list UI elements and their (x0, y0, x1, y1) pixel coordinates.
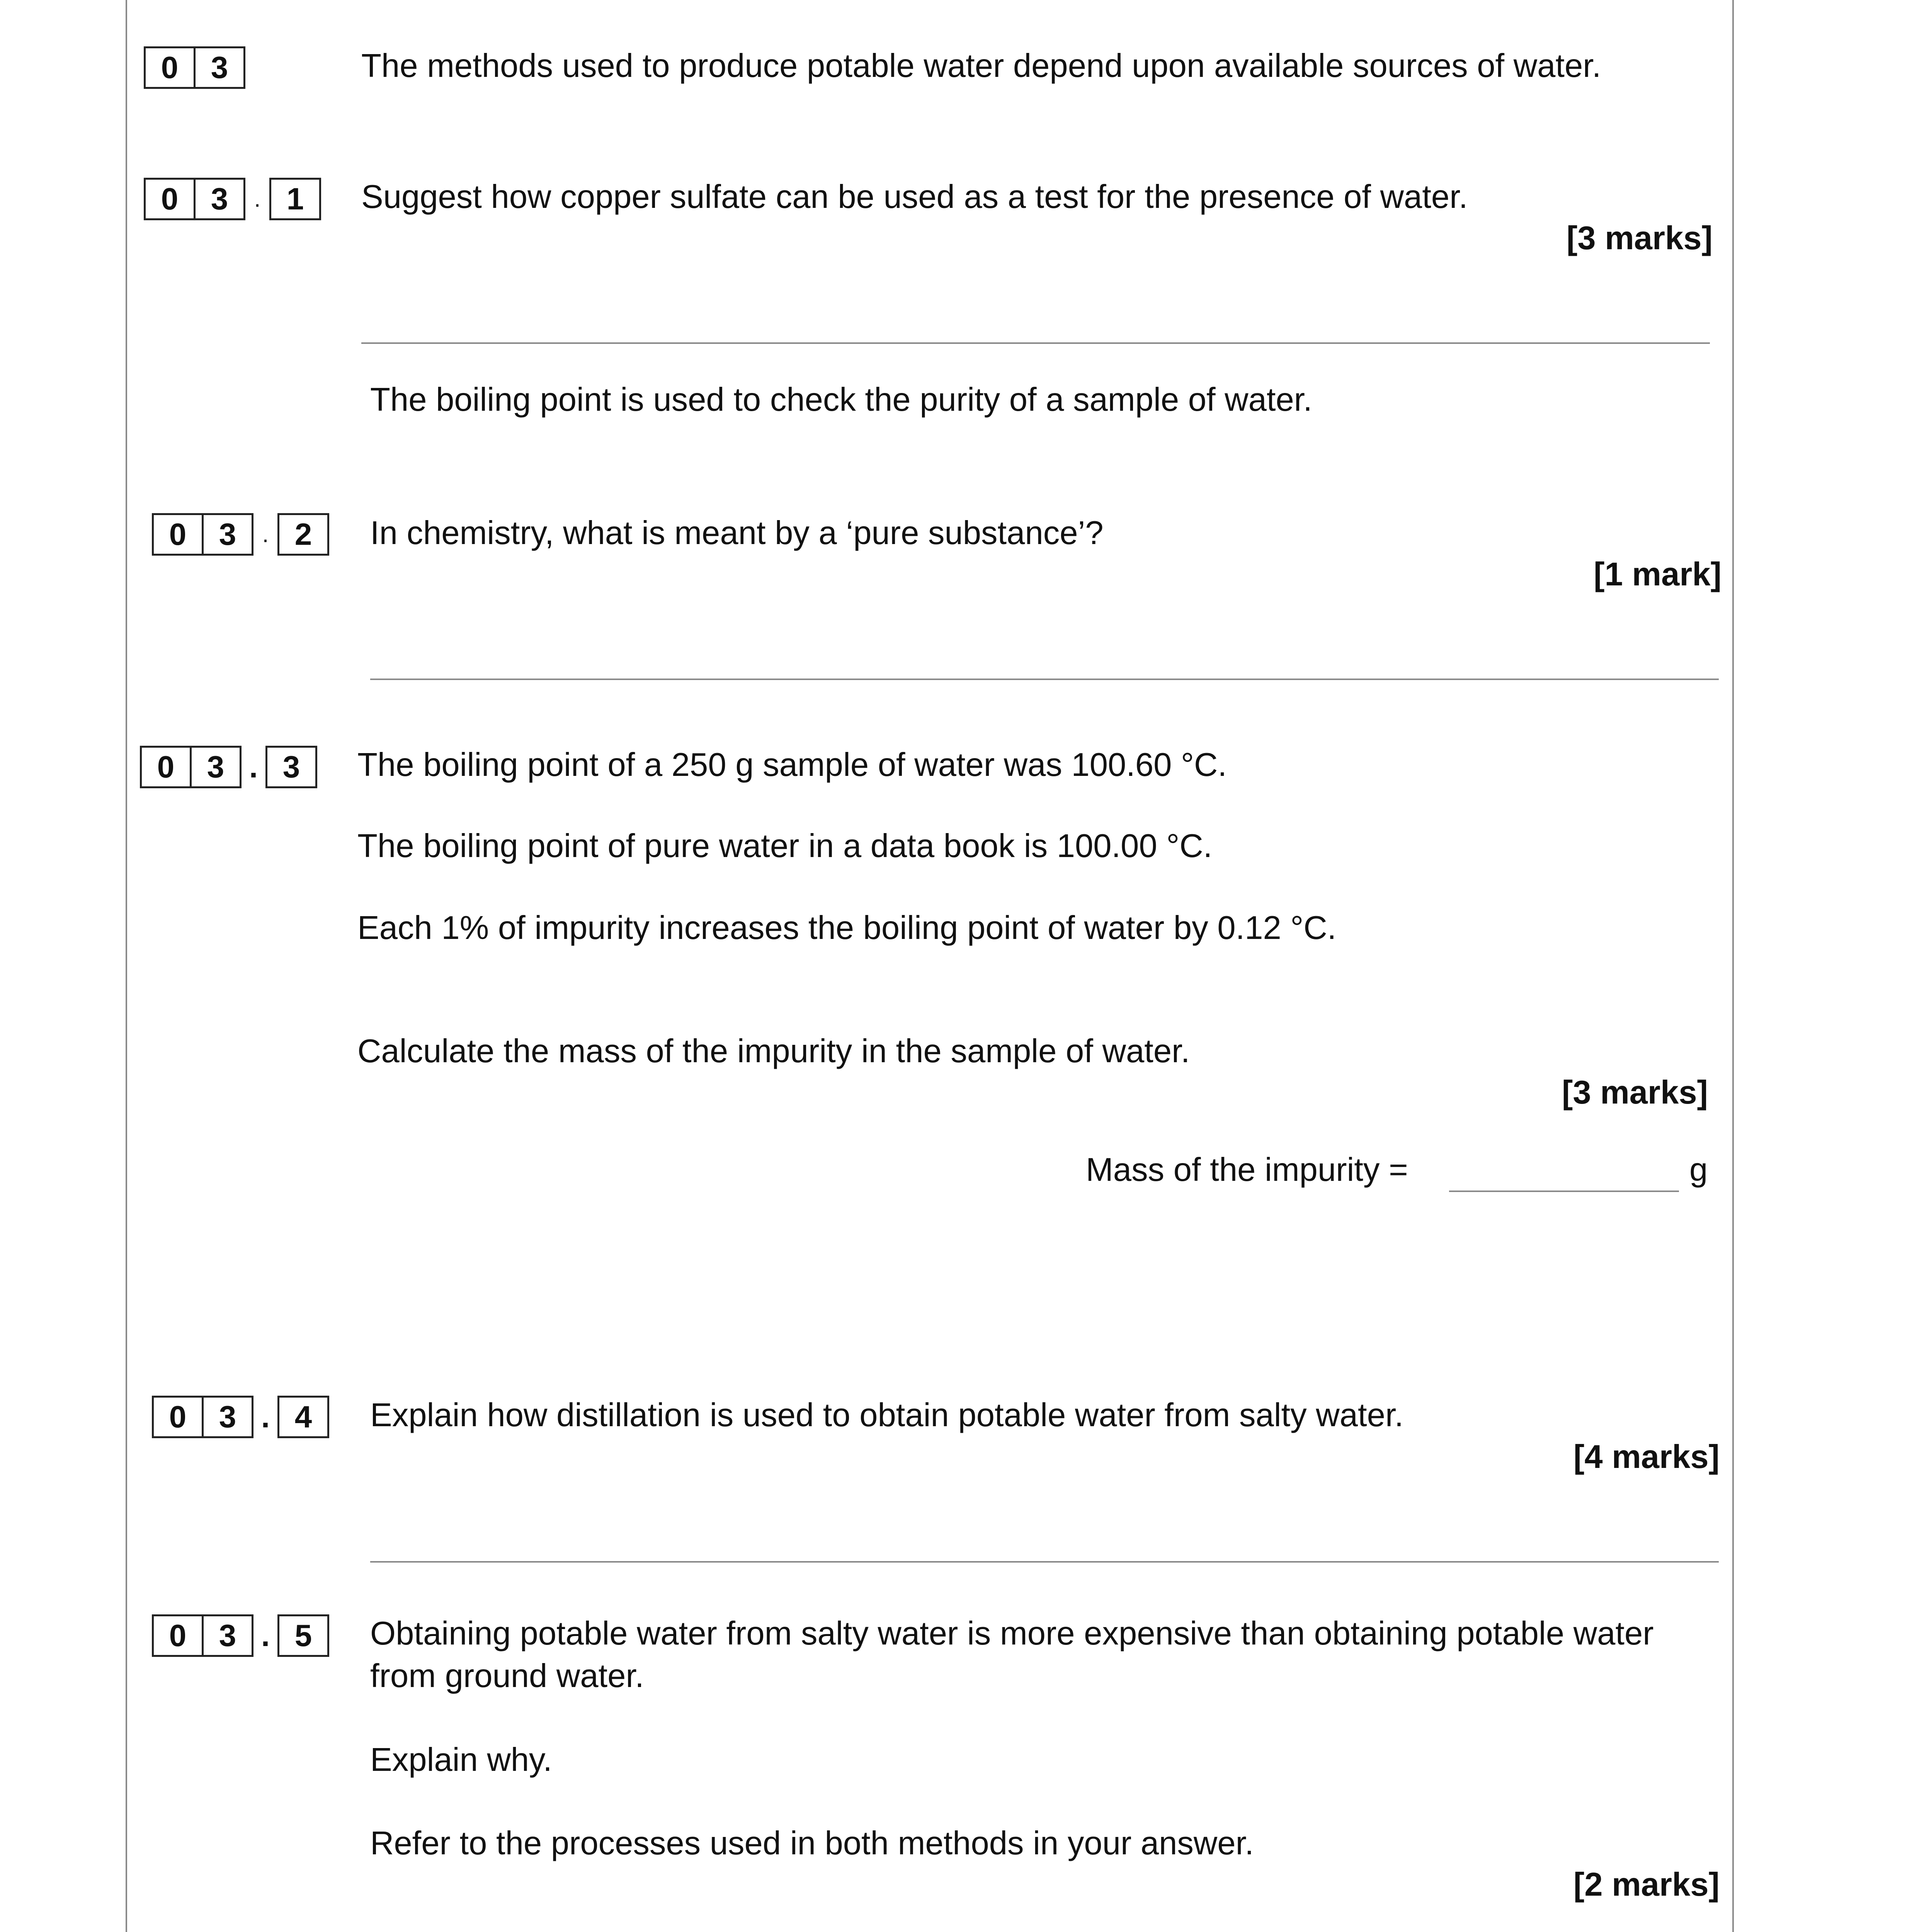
question-03-stem: The methods used to produce potable water depend upon available sources of water. (361, 48, 1601, 84)
qnum-digit: 0 (140, 746, 192, 788)
qnum-part: 4 (277, 1396, 329, 1438)
question-number-03-4 (152, 1396, 329, 1438)
qnum-digit: 3 (190, 746, 242, 788)
answer-line[interactable] (361, 342, 1710, 344)
question-number-03-5 (152, 1614, 329, 1657)
qnum-separator: . (261, 1618, 270, 1653)
question-03-1-text: Suggest how copper sulfate can be used as a test for the presence of water. (361, 179, 1468, 215)
qnum-digit: 3 (202, 1614, 253, 1657)
right-margin-line (1732, 0, 1734, 1932)
question-number-03-3 (140, 746, 317, 788)
impurity-answer-line[interactable] (1449, 1190, 1679, 1192)
qnum-digit: 0 (152, 1614, 204, 1657)
qnum-part: 5 (277, 1614, 329, 1657)
question-number-03-1 (144, 178, 321, 220)
question-03-5-text-1: Obtaining potable water from salty water is more expensive than obtaining potable water from ground water. (370, 1615, 1654, 1694)
qnum-digit: 0 (152, 513, 204, 556)
qnum-part: 3 (265, 746, 317, 788)
question-03-4-marks: [4 marks] (1573, 1439, 1720, 1475)
answer-line[interactable] (370, 1561, 1719, 1563)
question-03-1-marks: [3 marks] (1567, 220, 1713, 257)
answer-line[interactable] (370, 679, 1719, 680)
question-03-4-text: Explain how distillation is used to obtain potable water from salty water. (370, 1397, 1404, 1434)
qnum-digit: 3 (202, 513, 253, 556)
question-03-3-marks: [3 marks] (1562, 1074, 1708, 1111)
qnum-part: 2 (277, 513, 329, 556)
impurity-answer-label: Mass of the impurity = (1086, 1151, 1408, 1188)
qnum-separator: . (254, 186, 261, 212)
question-03-5-text-2: Explain why. (370, 1742, 552, 1778)
qnum-digit: 3 (194, 178, 245, 220)
question-03-3-line-4: Calculate the mass of the impurity in the sample of water. (357, 1033, 1190, 1070)
question-number-03 (144, 46, 245, 89)
question-03-2-marks: [1 mark] (1594, 556, 1721, 593)
qnum-separator: . (249, 750, 258, 784)
qnum-digit: 3 (194, 46, 245, 89)
qnum-part: 1 (269, 178, 321, 220)
question-03-5-marks: [2 marks] (1573, 1866, 1720, 1903)
qnum-separator: . (261, 1400, 270, 1434)
qnum-digit: 0 (144, 178, 196, 220)
qnum-digit: 0 (144, 46, 196, 89)
question-03-5-text-3: Refer to the processes used in both methods in your answer. (370, 1825, 1254, 1862)
question-03-3-line-3: Each 1% of impurity increases the boiling point of water by 0.12 °C. (357, 910, 1337, 946)
qnum-separator: . (262, 521, 269, 547)
qnum-digit: 3 (202, 1396, 253, 1438)
qnum-digit: 0 (152, 1396, 204, 1438)
question-number-03-2 (152, 513, 329, 556)
purity-intro-text: The boiling point is used to check the purity of a sample of water. (370, 381, 1313, 418)
left-margin-line (126, 0, 127, 1932)
question-03-3-line-2: The boiling point of pure water in a data book is 100.00 °C. (357, 828, 1213, 864)
question-03-2-text: In chemistry, what is meant by a ‘pure substance’? (370, 515, 1104, 551)
question-03-3-line-1: The boiling point of a 250 g sample of water was 100.60 °C. (357, 747, 1227, 783)
impurity-answer-unit: g (1689, 1151, 1708, 1188)
